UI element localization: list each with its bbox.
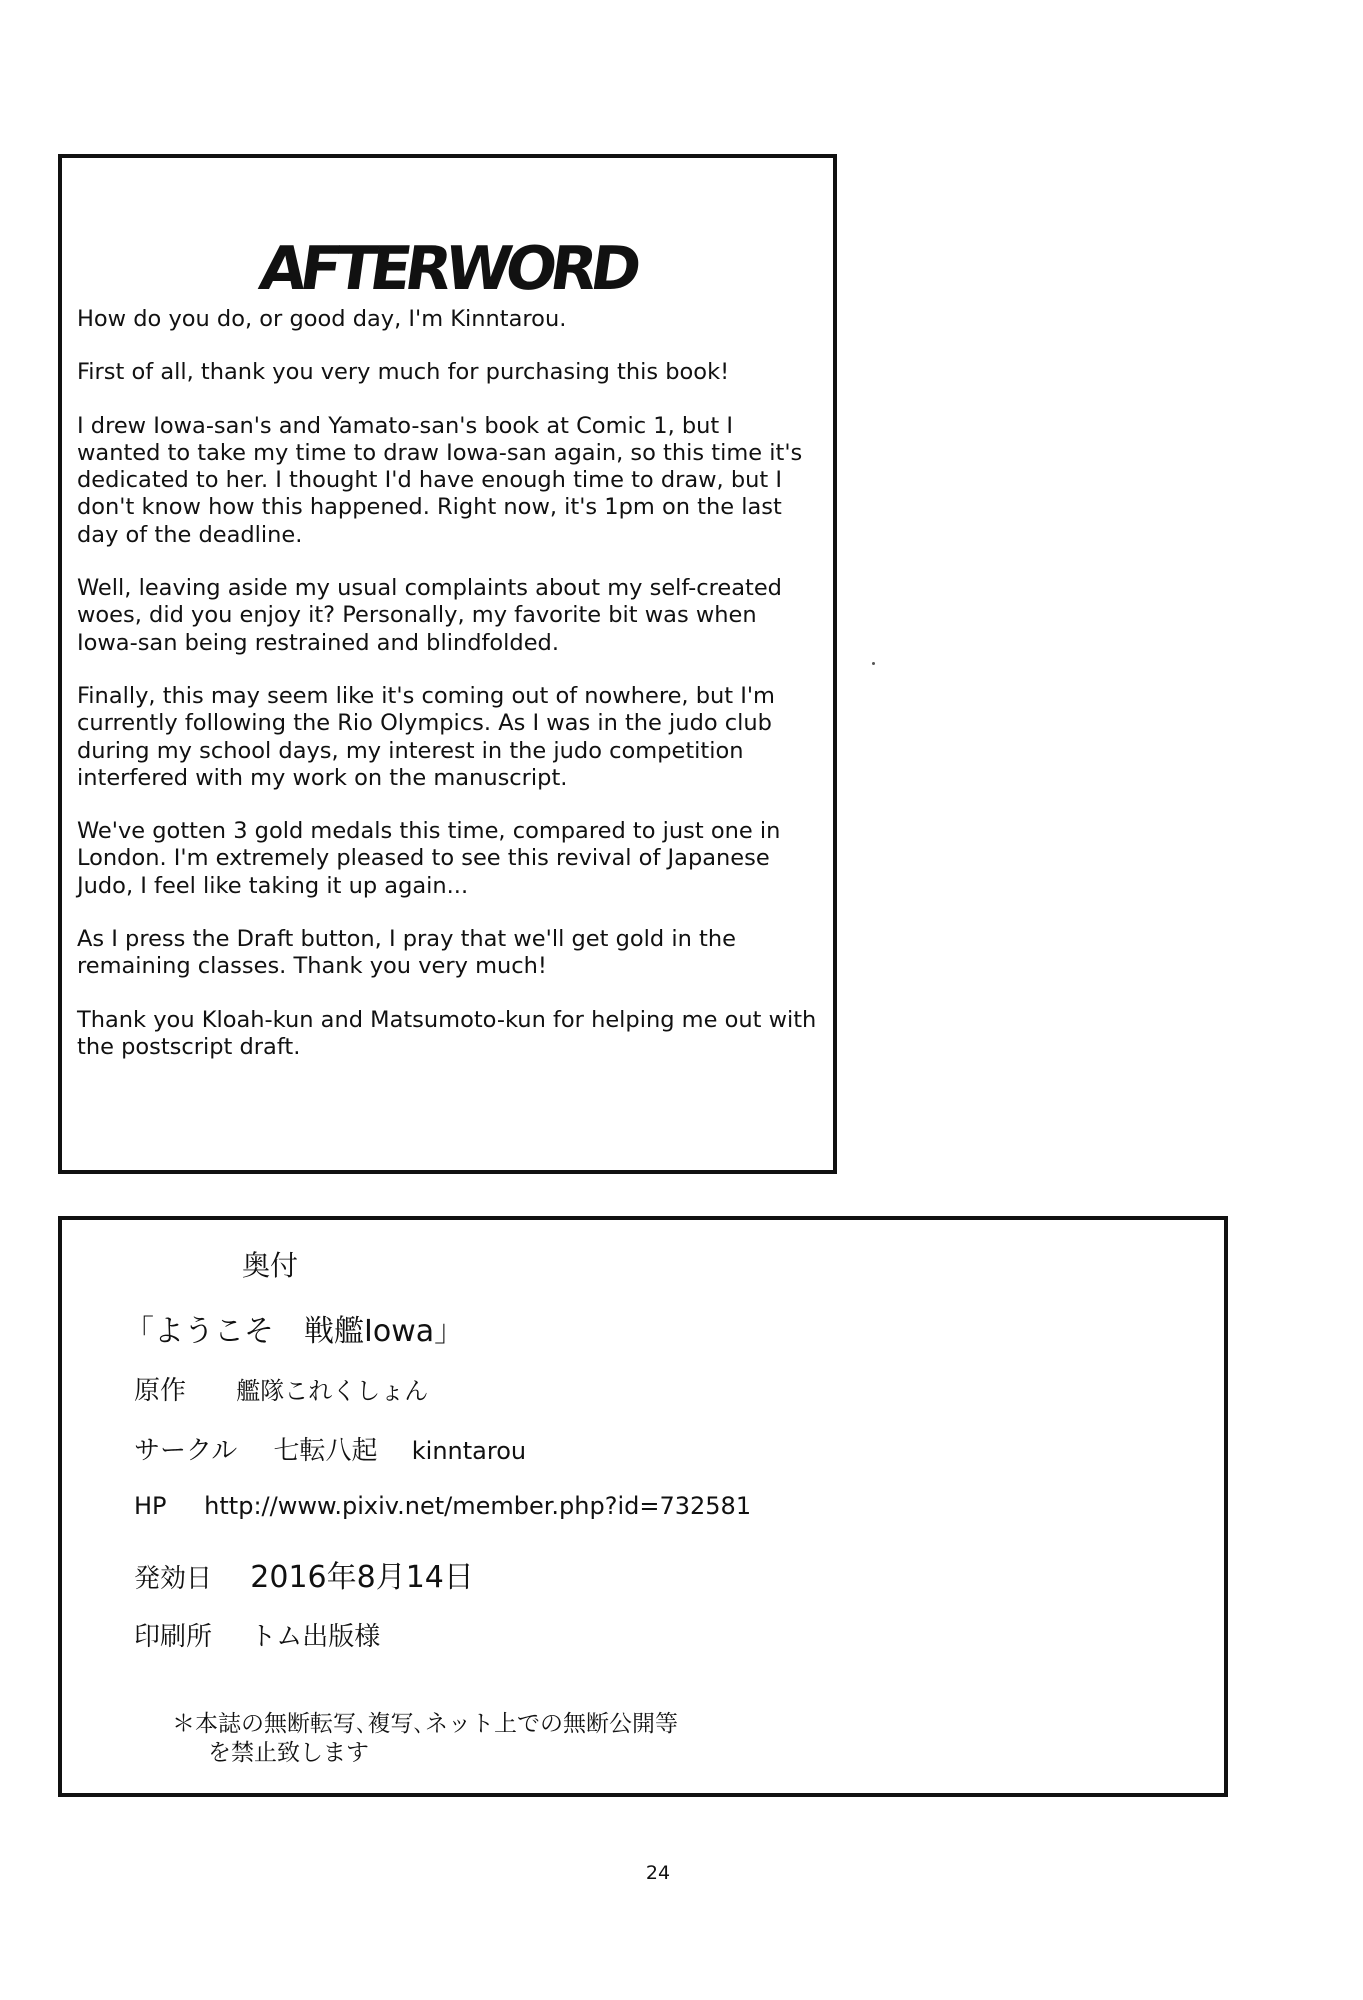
afterword-paragraph: First of all, thank you very much for purchasing this book!: [77, 359, 730, 386]
colophon-heading: 奥付: [242, 1249, 299, 1282]
circle-label: サークル: [134, 1436, 238, 1466]
afterword-paragraph: Thank you Kloah-kun and Matsumoto-kun for helping me out with the postscript draft.: [77, 1006, 817, 1060]
afterword-paragraph: Well, leaving aside my usual complaints about my self-created woes, did you enjoy it? Personally, my favorite bit was when Iowa-san being restrained and blindfolded.: [77, 575, 782, 656]
afterword-body: [77, 306, 817, 1087]
issue-date-value: 2016年8月14日: [250, 1560, 474, 1595]
circle-name: 七転八起: [273, 1436, 378, 1466]
homepage-row: [134, 1492, 751, 1520]
afterword-paragraph: As I press the Draft button, I pray that we'll get gold in the remaining classes. Thank you very much!: [77, 926, 736, 980]
printer-row: [134, 1616, 380, 1653]
afterword-paragraph: How do you do, or good day, I'm Kinntarou.: [77, 306, 567, 332]
afterword-paragraph: We've gotten 3 gold medals this time, compared to just one in London. I'm extremely pleased to see this revival of Japanese Judo, I feel like taking it up again...: [77, 818, 781, 899]
notice-line: ＊本誌の無断転写､複写､ネット上での無断公開等: [172, 1711, 678, 1737]
circle-author: kinntarou: [411, 1437, 527, 1465]
issue-date-row: [134, 1552, 474, 1596]
copyright-notice: [172, 1710, 678, 1768]
page-number: 24: [645, 1862, 671, 1884]
colophon-panel: [58, 1216, 1228, 1797]
scan-speck: [872, 662, 875, 665]
homepage-url: http://www.pixiv.net/member.php?id=732581: [204, 1492, 752, 1520]
original-work-value: 艦隊これくしょん: [236, 1377, 429, 1405]
printer-value: トム出版様: [250, 1622, 381, 1652]
homepage-label: HP: [134, 1492, 167, 1520]
afterword-panel: [58, 154, 837, 1174]
printer-label: 印刷所: [134, 1622, 213, 1652]
afterword-paragraph: I drew Iowa-san's and Yamato-san's book at Comic 1, but I wanted to take my time to draw Iowa-san again, so this time it's dedicated to her. I thought I'd have enough time to draw, but I don't know how this happened. Right now, it's 1pm on the last day of the deadline.: [77, 412, 803, 548]
afterword-paragraph: Finally, this may seem like it's coming out of nowhere, but I'm currently following the Rio Olympics. As I was in the judo club during my school days, my interest in the judo competition interfered with my work on the manuscript.: [77, 682, 775, 791]
issue-date-label: 発効日: [134, 1564, 213, 1594]
original-work-label: 原作: [134, 1376, 187, 1406]
circle-row: [134, 1430, 526, 1467]
notice-line: を禁止致します: [208, 1740, 369, 1766]
original-work-row: [134, 1370, 428, 1407]
afterword-title: AFTERWORD: [255, 234, 640, 305]
book-title: 「ようこそ 戦艦Iowa」: [124, 1314, 465, 1349]
